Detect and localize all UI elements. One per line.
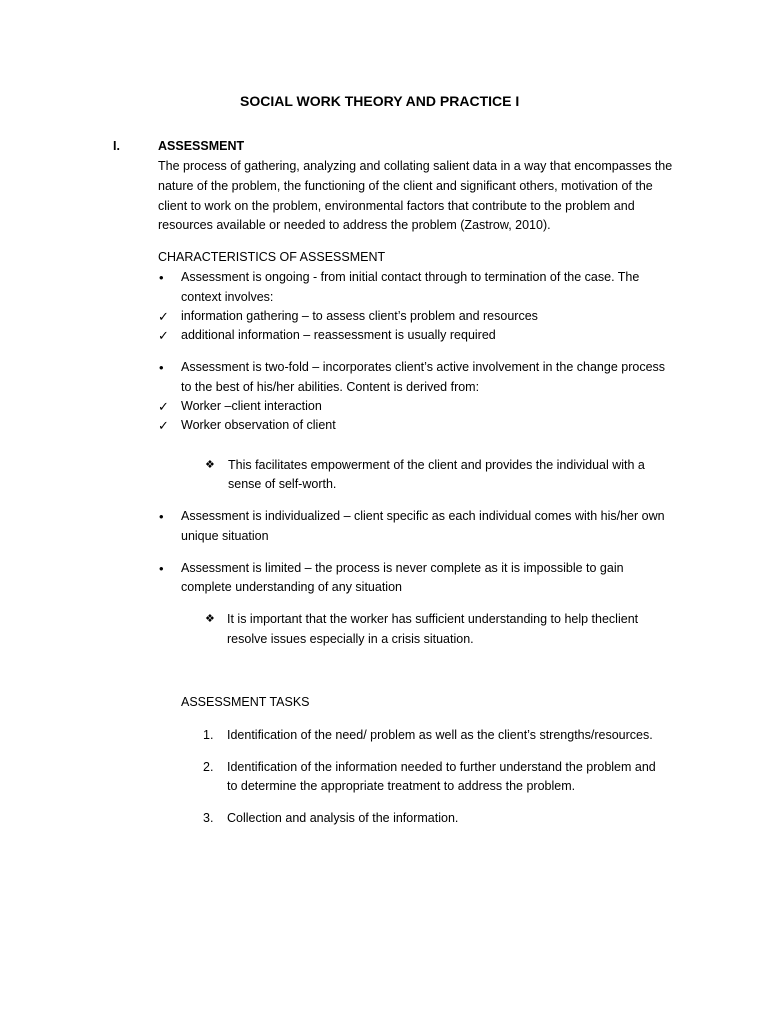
ongoing-check-item: additional information – reassessment is usually required — [181, 328, 496, 342]
bullet-icon: • — [159, 270, 164, 285]
twofold-check-item: Worker –client interaction — [181, 399, 322, 413]
task-line: Identification of the information needed to further understand the problem and — [227, 760, 656, 774]
bullet-icon: • — [159, 509, 164, 524]
section-heading: ASSESSMENT — [158, 139, 245, 153]
bullet-icon: • — [159, 561, 164, 576]
task-number: 2. — [203, 760, 214, 774]
checkmark-icon: ✓ — [158, 328, 169, 343]
checkmark-icon: ✓ — [158, 418, 169, 433]
checkmark-icon: ✓ — [158, 309, 169, 324]
task-number: 3. — [203, 811, 214, 825]
task-line: Collection and analysis of the information. — [227, 811, 459, 825]
twofold-line: to the best of his/her abilities. Content is derived from: — [181, 380, 480, 394]
twofold-line: Assessment is two-fold – incorporates client’s active involvement in the change process — [181, 360, 666, 374]
characteristics-heading: CHARACTERISTICS OF ASSESSMENT — [158, 250, 386, 264]
bullet-icon: • — [159, 360, 164, 375]
limited-note-line: resolve issues especially in a crisis situation. — [227, 632, 474, 646]
twofold-check-item: Worker observation of client — [181, 418, 336, 432]
definition-line: The process of gathering, analyzing and collating salient data in a way that encompasses the — [158, 159, 673, 173]
section-numeral: I. — [113, 139, 120, 153]
task-number: 1. — [203, 728, 214, 742]
task-line: Identification of the need/ problem as well as the client’s strengths/resources. — [227, 728, 653, 742]
definition-line: client to work on the problem, environmental factors that contribute to the problem and — [158, 199, 635, 213]
limited-line: Assessment is limited – the process is never complete as it is impossible to gain — [181, 561, 624, 575]
limited-note-line: It is important that the worker has sufficient understanding to help theclient — [227, 612, 639, 626]
limited-line: complete understanding of any situation — [181, 580, 402, 594]
page-title: SOCIAL WORK THEORY AND PRACTICE I — [240, 93, 520, 109]
diamond-bullet-icon: ❖ — [205, 613, 215, 625]
task-line: to determine the appropriate treatment to address the problem. — [227, 779, 576, 793]
ongoing-line: Assessment is ongoing - from initial contact through to termination of the case. The — [181, 270, 640, 284]
individualized-line: unique situation — [181, 529, 269, 543]
checkmark-icon: ✓ — [158, 399, 169, 414]
definition-line: nature of the problem, the functioning of the client and significant others, motivation of the — [158, 179, 653, 193]
tasks-heading: ASSESSMENT TASKS — [181, 695, 310, 709]
diamond-bullet-icon: ❖ — [205, 459, 215, 471]
individualized-line: Assessment is individualized – client specific as each individual comes with his/her own — [181, 509, 665, 523]
definition-line: resources available or needed to address the problem (Zastrow, 2010). — [158, 218, 551, 232]
twofold-note-line: sense of self-worth. — [228, 477, 337, 491]
ongoing-line: context involves: — [181, 290, 274, 304]
ongoing-check-item: information gathering – to assess client’s problem and resources — [181, 309, 538, 323]
twofold-note-line: This facilitates empowerment of the client and provides the individual with a — [228, 458, 645, 472]
